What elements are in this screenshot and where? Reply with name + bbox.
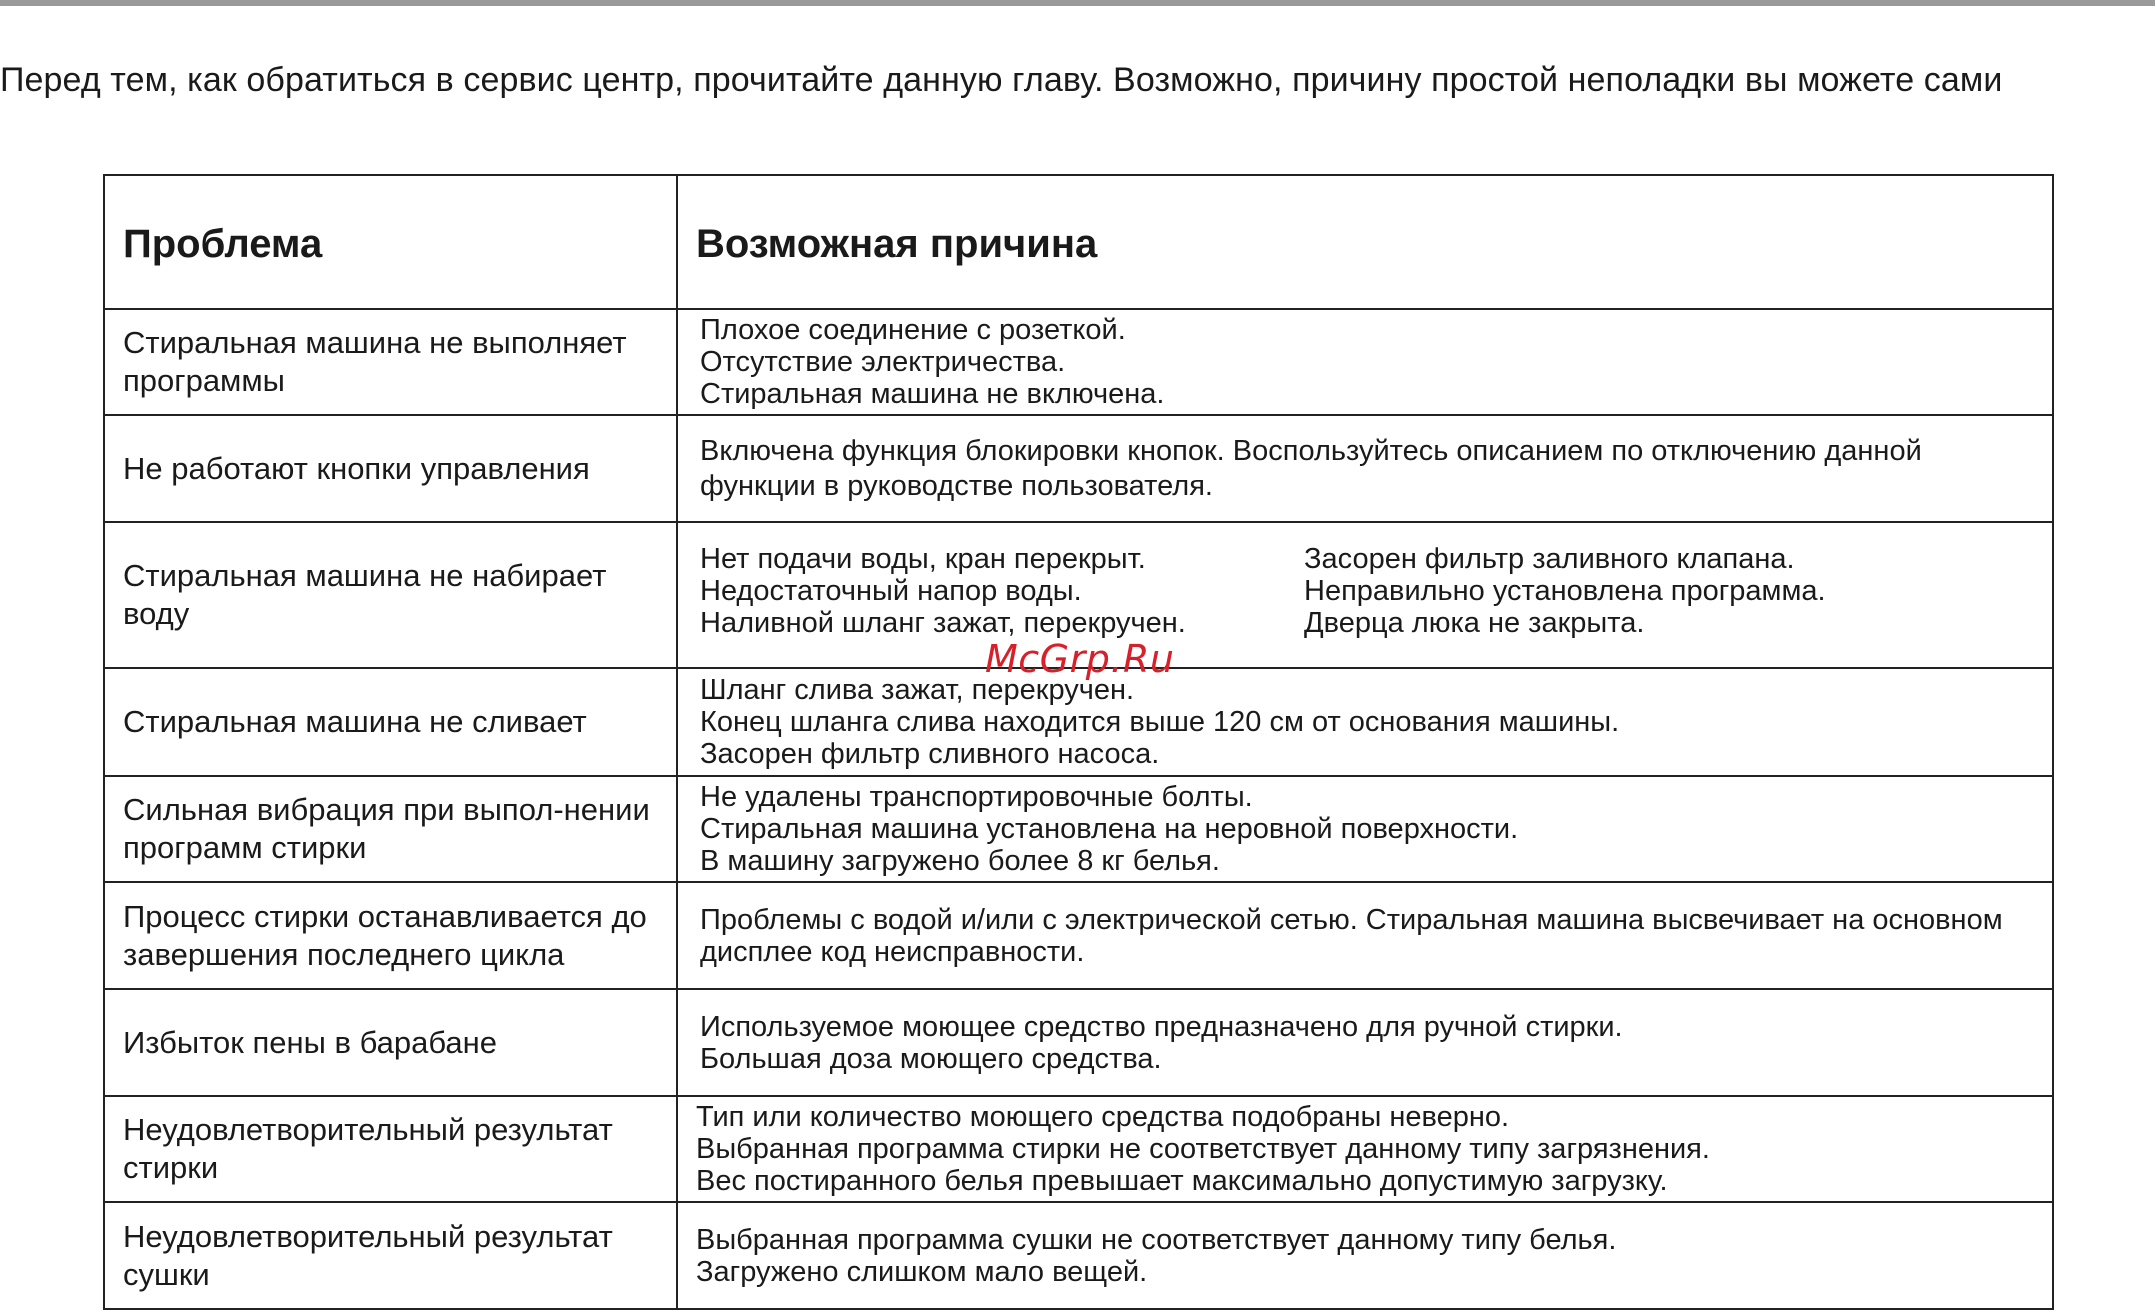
cause-line: Нет подачи воды, кран перекрыт. — [700, 543, 1146, 575]
cause-cell — [677, 1096, 2053, 1202]
cause-cell — [677, 776, 2053, 882]
table-row — [104, 882, 2053, 989]
problem-cell: Процесс стирки останавливается до завершения последнего цикла — [104, 882, 677, 989]
cause-line: Стиральная машина не включена. — [700, 378, 1165, 410]
header-problem: Проблема — [104, 175, 677, 309]
table-header-row — [104, 175, 2053, 309]
problem-cell: Неудовлетворительный результат стирки — [104, 1096, 677, 1202]
cause-line: Недостаточный напор воды. — [700, 575, 1082, 607]
cause-cell — [677, 522, 2053, 668]
problem-cell: Неудовлетворительный результат сушки — [104, 1202, 677, 1309]
table-row — [104, 776, 2053, 882]
cause-column-left — [700, 543, 1304, 639]
problem-cell: Сильная вибрация при выпол-нении программ стирки — [104, 776, 677, 882]
cause-line: Плохое соединение с розеткой. — [700, 314, 1126, 346]
problem-cell: Стиральная машина не выполняет программы — [104, 309, 677, 415]
cause-line: Наливной шланг зажат, перекручен. — [700, 607, 1186, 639]
table-row — [104, 989, 2053, 1096]
cause-line: Загружено слишком мало вещей. — [696, 1255, 1148, 1288]
troubleshooting-table — [103, 174, 2054, 1310]
table-row — [104, 1202, 2053, 1309]
cause-cell — [677, 1202, 2053, 1309]
cause-line: Вес постиранного белья превышает максимально допустимую загрузку. — [696, 1165, 1668, 1197]
cause-line: Выбранная программа стирки не соответствует данному типу загрязнения. — [696, 1133, 1710, 1165]
table-row — [104, 309, 2053, 415]
cause-line: Большая доза моющего средства. — [700, 1042, 1162, 1075]
cause-line: Тип или количество моющего средства подобраны неверно. — [696, 1101, 1510, 1133]
top-rule — [0, 0, 2155, 6]
cause-line: Выбранная программа сушки не соответствует данному типу белья. — [696, 1223, 1617, 1256]
problem-cell: Стиральная машина не набирает воду — [104, 522, 677, 668]
problem-cell: Избыток пены в барабане — [104, 989, 677, 1096]
cause-line: В машину загружено более 8 кг белья. — [700, 845, 1220, 877]
cause-line: Отсутствие электричества. — [700, 346, 1066, 378]
table-row — [104, 415, 2053, 522]
cause-line: Проблемы с водой и/или с электрической сетью. Стиральная машина высвечивает на основном дисплее код неисправности. — [700, 903, 2003, 968]
cause-column-right — [1304, 543, 2036, 639]
table-row — [104, 668, 2053, 776]
problem-cell: Стиральная машина не сливает — [104, 668, 677, 776]
cause-line: Используемое моющее средство предназначено для ручной стирки. — [700, 1010, 1623, 1043]
cause-cell — [677, 989, 2053, 1096]
header-cause: Возможная причина — [677, 175, 2053, 309]
cause-cell — [677, 668, 2053, 776]
table-row — [104, 1096, 2053, 1202]
cause-line: Стиральная машина установлена на неровной поверхности. — [700, 813, 1519, 845]
problem-cell: Не работают кнопки управления — [104, 415, 677, 522]
cause-line: Включена функция блокировки кнопок. Воспользуйтесь описанием по отключению данной функции в руководстве пользователя. — [700, 434, 1922, 502]
cause-cell — [677, 309, 2053, 415]
cause-line: Дверца люка не закрыта. — [1304, 607, 1645, 639]
cause-line: Засорен фильтр сливного насоса. — [700, 738, 1160, 770]
cause-line: Засорен фильтр заливного клапана. — [1304, 543, 1795, 575]
cause-line: Шланг слива зажат, перекручен. — [700, 674, 1135, 706]
intro-text: Перед тем, как обратиться в сервис центр, прочитайте данную главу. Возможно, причину простой неполадки вы можете сами — [0, 61, 2003, 99]
watermark-logo: McGrp.Ru — [985, 637, 1175, 681]
cause-cell — [677, 882, 2053, 989]
cause-cell — [677, 415, 2053, 522]
cause-line: Конец шланга слива находится выше 120 см от основания машины. — [700, 706, 1620, 738]
cause-columns — [700, 543, 2036, 639]
cause-line: Неправильно установлена программа. — [1304, 575, 1826, 607]
cause-line: Не удалены транспортировочные болты. — [700, 781, 1253, 813]
